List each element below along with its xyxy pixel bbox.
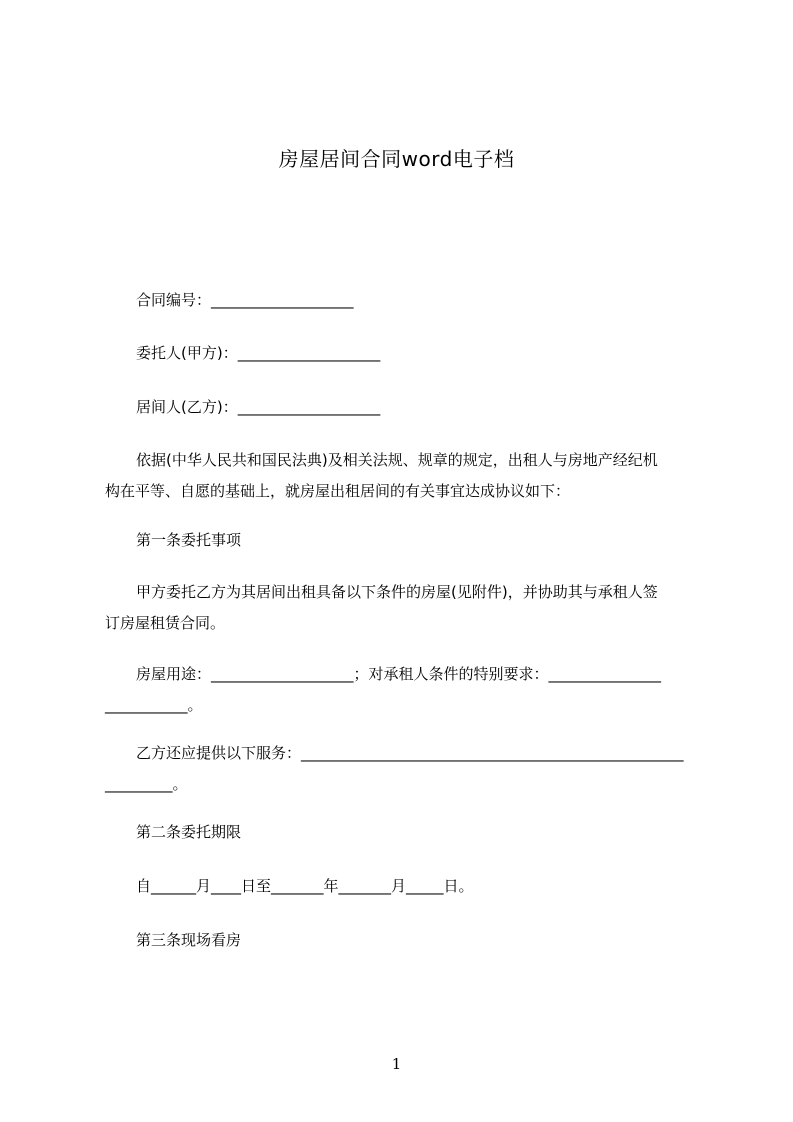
- article-1-paragraph: [105, 577, 705, 639]
- services-line-2: _________。: [105, 775, 188, 793]
- services-paragraph: [105, 738, 705, 800]
- article-1-line-1: 甲方委托乙方为其居间出租具备以下条件的房屋(见附件)，并协助其与承租人签: [136, 583, 658, 601]
- article-1-line-2: 订房屋租赁合同。: [105, 614, 226, 632]
- intro-line-1: 依据(中华人民共和国民法典)及相关法规、规章的规定，出租人与房地产经纪机: [136, 451, 658, 469]
- usage-line-2: ___________。: [105, 696, 203, 714]
- page-number: 1: [391, 1055, 402, 1073]
- intermediary-party-b-field: 居间人(乙方)：___________________: [136, 398, 381, 416]
- article-2-heading: 第二条委托期限: [136, 823, 242, 841]
- services-line-1: 乙方还应提供以下服务：___________________________________________________: [136, 744, 684, 762]
- usage-line-1: 房屋用途：___________________；对承租人条件的特别要求：_______________: [136, 665, 662, 683]
- period-line: 自______月____日至_______年_______月_____日。: [136, 877, 474, 895]
- usage-paragraph: [105, 659, 705, 721]
- principal-party-a-field: 委托人(甲方)：___________________: [136, 344, 381, 362]
- intro-line-2: 构在平等、自愿的基础上，就房屋出租居间的有关事宜达成协议如下：: [105, 482, 571, 500]
- intro-paragraph: [105, 445, 705, 507]
- contract-number-field: 合同编号：___________________: [136, 291, 354, 309]
- article-1-heading: 第一条委托事项: [136, 531, 242, 549]
- article-3-heading: 第三条现场看房: [136, 931, 242, 949]
- document-title: 房屋居间合同word电子档: [278, 147, 515, 171]
